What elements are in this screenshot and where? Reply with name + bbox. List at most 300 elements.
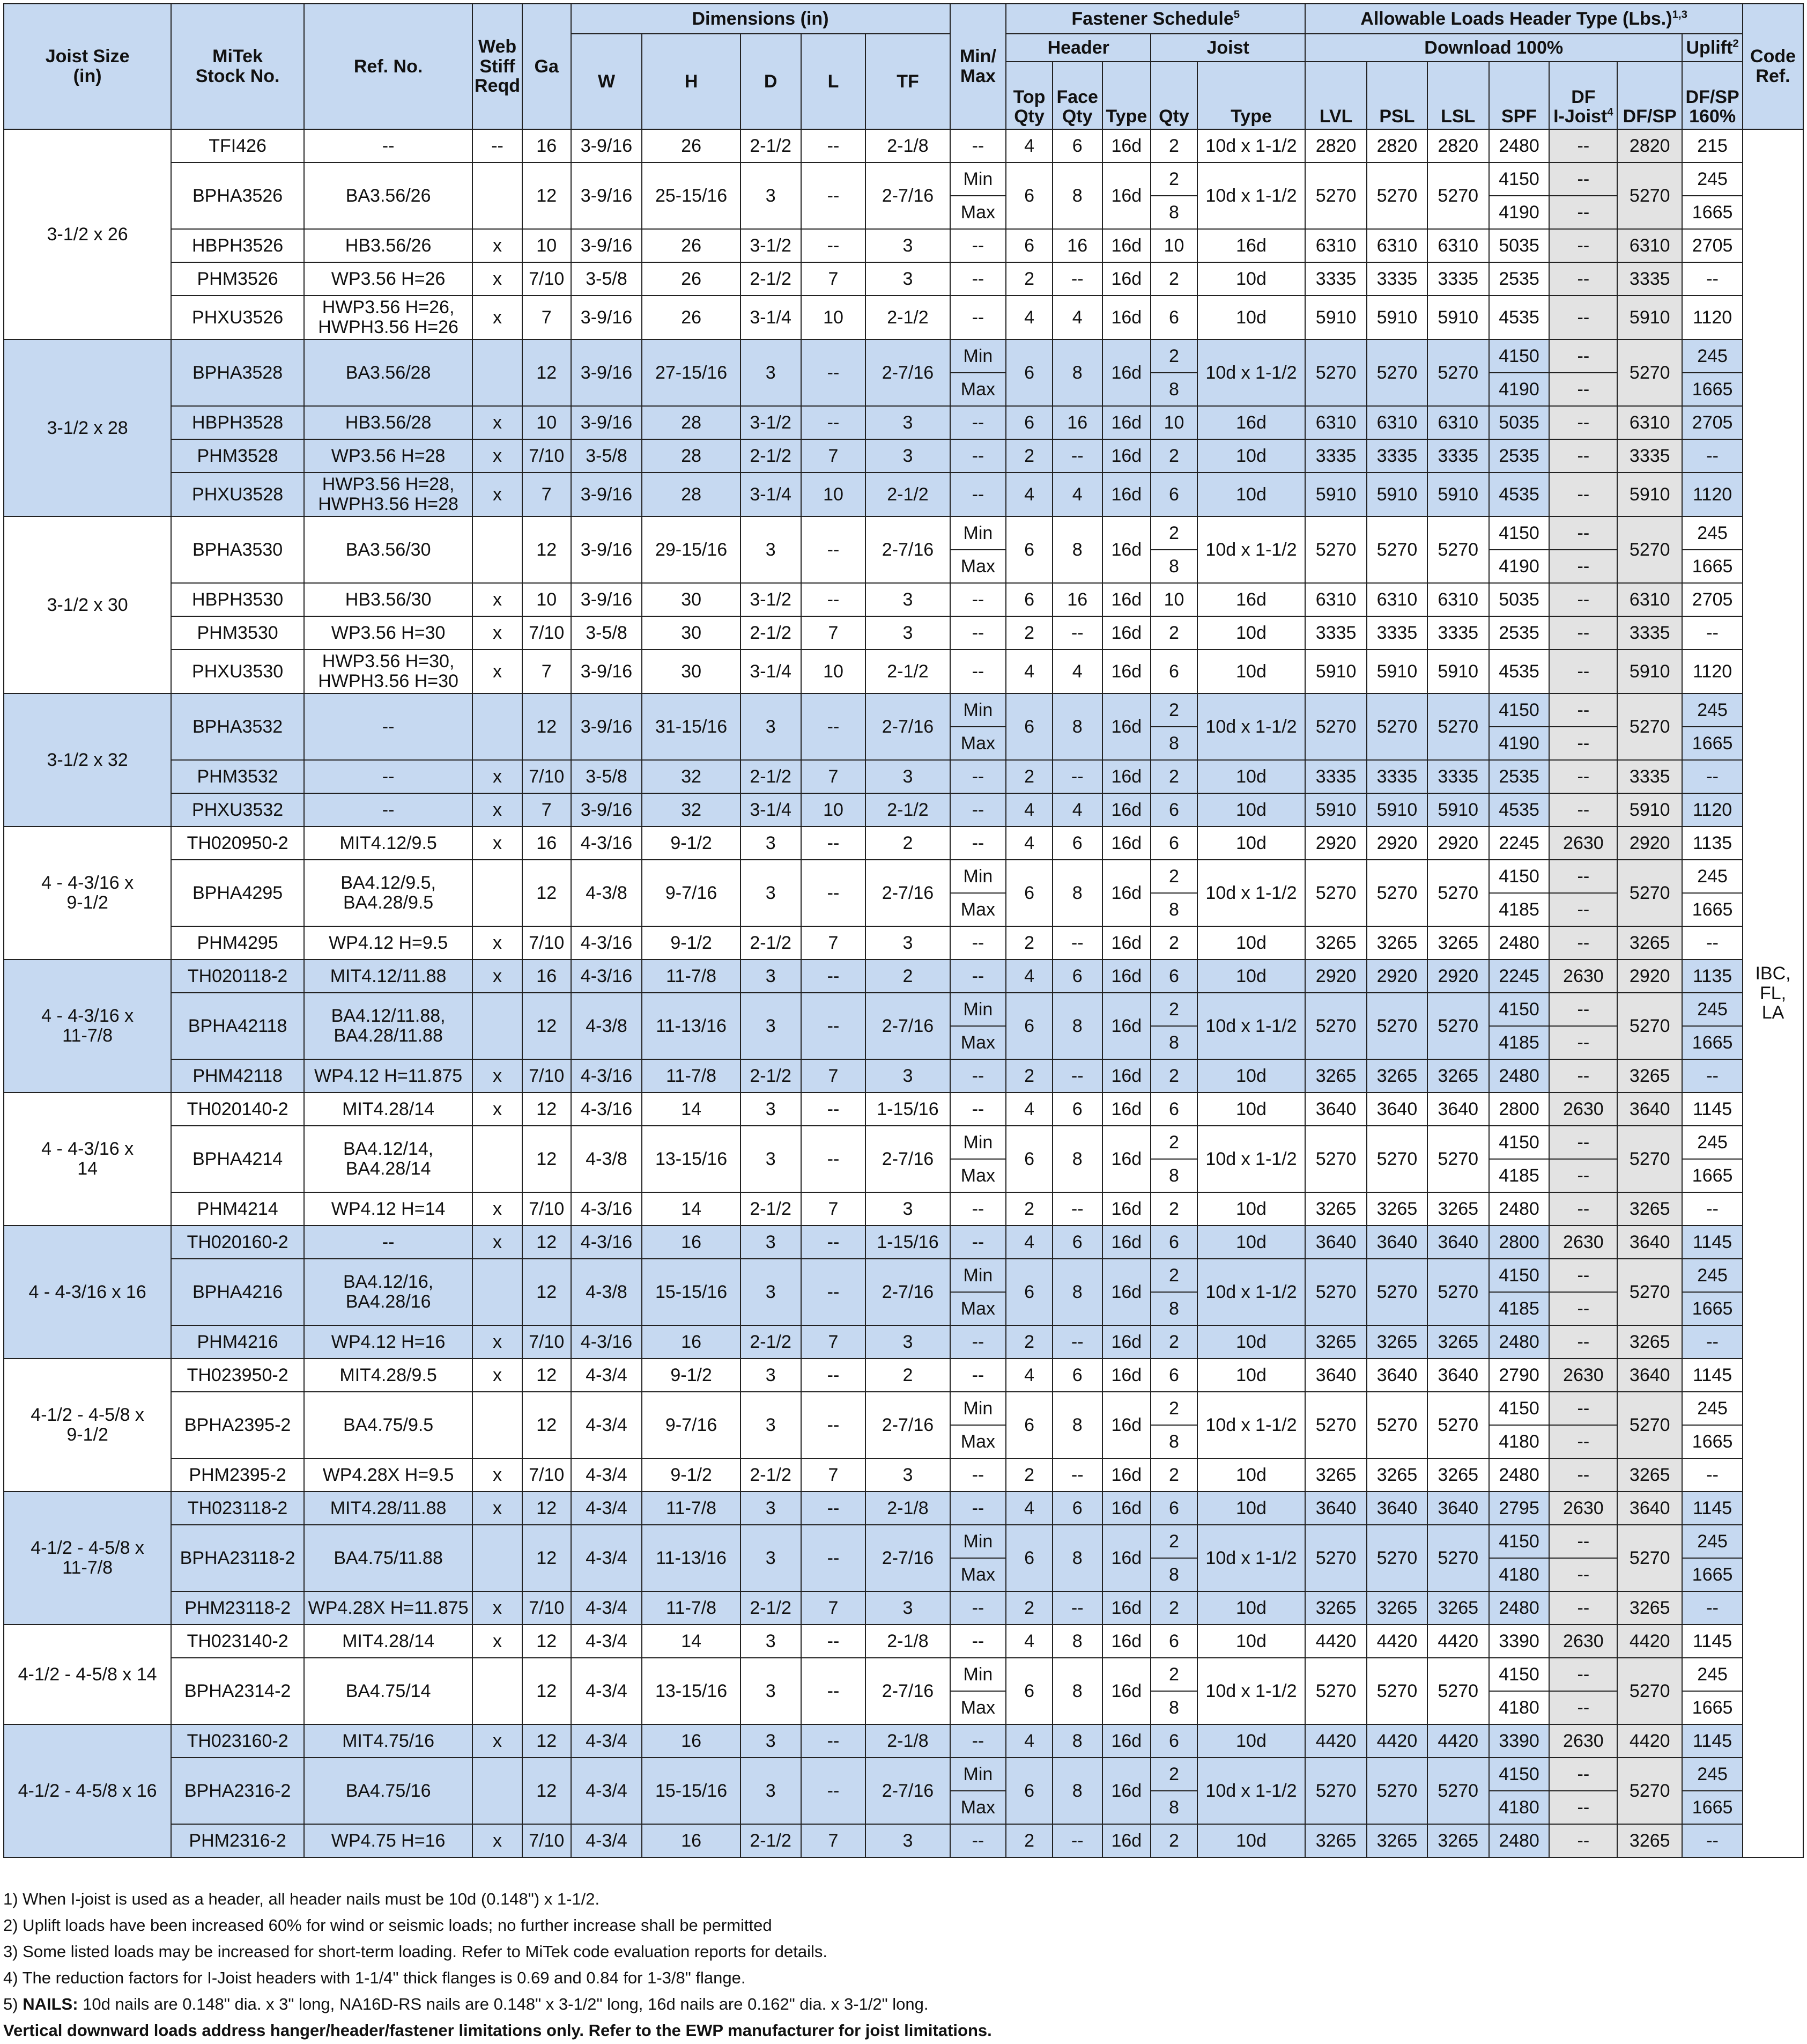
table-row [4, 439, 1803, 473]
ref-no-cell-line: -- [382, 135, 395, 156]
joist-qty-cell: 6 [1151, 1724, 1197, 1758]
header-type-cell: 16d [1102, 1359, 1151, 1392]
tf-cell: 2-1/8 [865, 129, 950, 163]
ref-no-cell-line: -- [382, 799, 395, 820]
joist-type-cell: 10d x 1-1/2 [1197, 1525, 1305, 1591]
ref-no-label: Ref. No. [353, 56, 423, 77]
joist-qty-cell: 2 [1151, 1591, 1197, 1625]
top-qty-cell: 6 [1006, 1259, 1053, 1325]
min-max-cell: Min [950, 163, 1006, 196]
stock-no-cell: PHM4214 [171, 1192, 304, 1226]
stock-no-cell: PHM3530 [171, 616, 304, 650]
tf-cell: 2-1/8 [865, 1724, 950, 1758]
joist-qty-cell: 6 [1151, 1625, 1197, 1658]
psl-cell: 5270 [1367, 516, 1427, 583]
ga-cell: 12 [522, 1525, 571, 1591]
spf-cell: 2535 [1489, 616, 1550, 650]
web-stiff-cell [472, 1658, 522, 1724]
bold-note: Vertical downward loads address hanger/header/fastener limitations only. Refer to the EWP manufacturer for joist limitations. [3, 2021, 992, 2040]
table-row [4, 516, 1803, 550]
joist-qty-cell: 8 [1151, 1691, 1197, 1724]
min-max-cell: -- [950, 296, 1006, 340]
joist-qty-cell: 2 [1151, 439, 1197, 473]
joist-qty-cell: 8 [1151, 1026, 1197, 1059]
stock-no-cell: BPHA2316-2 [171, 1758, 304, 1824]
lsl-cell: 4420 [1427, 1625, 1489, 1658]
ref-no-cell-line: WP4.12 H=16 [331, 1331, 446, 1352]
uplift-cell: 1665 [1682, 1425, 1743, 1458]
d-cell: 2-1/2 [740, 1591, 801, 1625]
psl-cell: 3265 [1367, 1059, 1427, 1093]
w-cell: 4-3/16 [571, 1059, 642, 1093]
spf-cell: 4535 [1489, 473, 1550, 516]
ref-no-cell-line: -- [382, 766, 395, 787]
min-max-cell: Min [950, 1658, 1006, 1691]
col-ref-no [304, 4, 472, 129]
min-max-cell: -- [950, 1359, 1006, 1392]
joist-size-cell [4, 1359, 171, 1492]
spf-cell: 4180 [1489, 1691, 1550, 1724]
header-fastener-header [1006, 34, 1151, 62]
code-label: Code [1750, 46, 1796, 67]
h-cell: 14 [642, 1192, 740, 1226]
joist-qty-cell: 6 [1151, 793, 1197, 827]
l-cell: -- [801, 1392, 866, 1458]
dfsp-cell: 5270 [1617, 1126, 1682, 1192]
df-ijoist-cell: -- [1549, 262, 1617, 296]
ref-no-cell [304, 1591, 472, 1625]
header-type-cell: 16d [1102, 229, 1151, 262]
d-cell: 3-1/4 [740, 296, 801, 340]
joist-size-cell-line: 14 [77, 1158, 98, 1179]
uplift-160-label: 160% [1689, 106, 1736, 127]
psl-cell: 3335 [1367, 616, 1427, 650]
joist-qty-cell: 6 [1151, 650, 1197, 693]
psl-cell: 5270 [1367, 1758, 1427, 1824]
joist-type-cell: 10d x 1-1/2 [1197, 860, 1305, 926]
ref-no-cell-line: WP3.56 H=30 [331, 622, 446, 643]
df-ijoist-cell: 2630 [1549, 1226, 1617, 1259]
face-qty-cell: -- [1053, 1325, 1102, 1359]
table-row [4, 262, 1803, 296]
table-row [4, 1724, 1803, 1758]
tf-cell: 2-7/16 [865, 693, 950, 760]
face-qty-cell: 8 [1053, 1724, 1102, 1758]
uplift-cell: 245 [1682, 163, 1743, 196]
joist-qty-cell: 8 [1151, 550, 1197, 583]
df-ijoist-cell: 2630 [1549, 827, 1617, 860]
lsl-cell: 2820 [1427, 129, 1489, 163]
dfsp-cell: 4420 [1617, 1724, 1682, 1758]
ref-no-cell [304, 163, 472, 229]
w-cell: 4-3/16 [571, 926, 642, 960]
table-body [4, 129, 1803, 1857]
ref-no-cell-line: HWP3.56 H=28, [322, 474, 455, 495]
joist-qty-cell: 2 [1151, 129, 1197, 163]
col-joist-size [4, 4, 171, 129]
uplift-cell: 1665 [1682, 727, 1743, 760]
top-qty-cell: 4 [1006, 1093, 1053, 1126]
joist-size-cell [4, 960, 171, 1093]
d-cell: 3 [740, 860, 801, 926]
h-cell: 9-7/16 [642, 860, 740, 926]
joist-qty-cell: 2 [1151, 1758, 1197, 1791]
spf-cell: 4150 [1489, 1259, 1550, 1292]
face-qty-cell: -- [1053, 1059, 1102, 1093]
lsl-cell: 3265 [1427, 1059, 1489, 1093]
h-cell: 11-7/8 [642, 1492, 740, 1525]
footnote-3: 3) Some listed loads may be increased for short-term loading. Refer to MiTek code evaluation reports for details. [3, 1942, 827, 1961]
ref-no-cell-line: WP4.12 H=9.5 [329, 932, 448, 953]
joist-qty-cell: 10 [1151, 583, 1197, 616]
header-type-cell: 16d [1102, 960, 1151, 993]
ref-no-cell [304, 1658, 472, 1724]
l-cell: 7 [801, 1325, 866, 1359]
col-l [801, 34, 866, 129]
top-qty-cell: 6 [1006, 1126, 1053, 1192]
top-qty-cell: 2 [1006, 926, 1053, 960]
col-joist-type [1197, 62, 1305, 129]
w-cell: 3-9/16 [571, 473, 642, 516]
header-type-cell: 16d [1102, 1525, 1151, 1591]
joist-qty-cell: 8 [1151, 1558, 1197, 1591]
ref-no-cell [304, 583, 472, 616]
spf-cell: 5035 [1489, 583, 1550, 616]
face-qty-label: Qty [1062, 106, 1093, 127]
footnote-4: 4) The reduction factors for I-Joist headers with 1-1/4" thick flanges is 0.69 and 0.84 for 1-3/8" flange. [3, 1968, 746, 1987]
w-cell: 3-9/16 [571, 516, 642, 583]
psl-cell: 2920 [1367, 960, 1427, 993]
ga-cell: 12 [522, 693, 571, 760]
table-row [4, 1625, 1803, 1658]
col-h [642, 34, 740, 129]
df-ijoist-cell: -- [1549, 473, 1617, 516]
top-qty-cell: 6 [1006, 993, 1053, 1059]
ref-no-cell [304, 1226, 472, 1259]
joist-type-cell: 10d x 1-1/2 [1197, 129, 1305, 163]
top-qty-cell: 6 [1006, 1525, 1053, 1591]
table-row [4, 1226, 1803, 1259]
d-cell: 3 [740, 693, 801, 760]
psl-cell: 5270 [1367, 1126, 1427, 1192]
l-cell: 7 [801, 1591, 866, 1625]
table-row [4, 406, 1803, 439]
w-cell: 4-3/4 [571, 1492, 642, 1525]
hanger-spec-table [3, 3, 1804, 1858]
uplift-cell: 1665 [1682, 1691, 1743, 1724]
joist-qty-cell: 2 [1151, 1192, 1197, 1226]
top-qty-cell: 2 [1006, 1458, 1053, 1492]
h-cell: 9-1/2 [642, 1458, 740, 1492]
lsl-cell: 2920 [1427, 827, 1489, 860]
face-qty-cell: 8 [1053, 1525, 1102, 1591]
d-cell: 2-1/2 [740, 616, 801, 650]
lvl-cell: 3640 [1305, 1226, 1367, 1259]
web-stiff-cell: -- [472, 129, 522, 163]
face-qty-cell: 8 [1053, 993, 1102, 1059]
header-type-cell: 16d [1102, 650, 1151, 693]
table-row [4, 1192, 1803, 1226]
df-ijoist-cell: -- [1549, 1791, 1617, 1824]
top-qty-cell: 6 [1006, 516, 1053, 583]
col-uplift-dfsp [1682, 62, 1743, 129]
tf-cell: 3 [865, 1458, 950, 1492]
web-stiff-cell: x [472, 1226, 522, 1259]
table-row [4, 1325, 1803, 1359]
uplift-cell: 2705 [1682, 229, 1743, 262]
spf-cell: 2245 [1489, 827, 1550, 860]
lvl-cell: 3265 [1305, 1059, 1367, 1093]
tf-cell: 2 [865, 960, 950, 993]
spf-cell: 4185 [1489, 1159, 1550, 1192]
ref-no-cell-line: HWP3.56 H=26, [322, 297, 455, 318]
tf-cell: 2 [865, 827, 950, 860]
header-type-cell: 16d [1102, 860, 1151, 926]
header-type-cell: 16d [1102, 129, 1151, 163]
header-type-cell: 16d [1102, 1192, 1151, 1226]
tf-cell: 2 [865, 1359, 950, 1392]
h-cell: 16 [642, 1226, 740, 1259]
footnote-5-label: NAILS: [23, 1995, 78, 2013]
joist-size-cell [4, 693, 171, 827]
min-max-cell: -- [950, 926, 1006, 960]
df-ijoist-cell: -- [1549, 196, 1617, 229]
d-cell: 2-1/2 [740, 1325, 801, 1359]
joist-type-cell: 10d [1197, 793, 1305, 827]
lvl-cell: 4420 [1305, 1625, 1367, 1658]
joist-size-cell-line: 11-7/8 [62, 1558, 113, 1578]
lvl-cell: 5270 [1305, 1525, 1367, 1591]
spf-cell: 2480 [1489, 1059, 1550, 1093]
spf-cell: 3390 [1489, 1724, 1550, 1758]
d-cell: 2-1/2 [740, 1458, 801, 1492]
h-cell: 16 [642, 1724, 740, 1758]
joist-size-cell [4, 1093, 171, 1226]
dfsp-cell: 6310 [1617, 583, 1682, 616]
dfsp-cell: 3265 [1617, 1192, 1682, 1226]
w-cell: 4-3/4 [571, 1758, 642, 1824]
h-cell: 14 [642, 1625, 740, 1658]
ref-no-cell-line: MIT4.12/11.88 [330, 965, 447, 986]
tf-cell: 3 [865, 1591, 950, 1625]
ga-cell: 12 [522, 1625, 571, 1658]
header-type-cell: 16d [1102, 693, 1151, 760]
l-cell: -- [801, 1492, 866, 1525]
lvl-cell: 6310 [1305, 406, 1367, 439]
lvl-cell: 5910 [1305, 296, 1367, 340]
ref-no-cell [304, 1359, 472, 1392]
tf-cell: 2-7/16 [865, 1658, 950, 1724]
joist-type-cell: 10d [1197, 473, 1305, 516]
top-qty-cell: 2 [1006, 439, 1053, 473]
d-cell: 3 [740, 1126, 801, 1192]
joist-label: Joist [1206, 37, 1249, 58]
table-row [4, 1458, 1803, 1492]
psl-cell: 3335 [1367, 439, 1427, 473]
stock-no-cell: BPHA3532 [171, 693, 304, 760]
h-cell: 26 [642, 129, 740, 163]
dfsp-cell: 2920 [1617, 960, 1682, 993]
ref-no-cell-line: BA4.28/11.88 [334, 1025, 443, 1046]
stock-no-cell: TH023160-2 [171, 1724, 304, 1758]
uplift-cell: 245 [1682, 340, 1743, 373]
w-cell: 4-3/8 [571, 1126, 642, 1192]
l-cell: -- [801, 1658, 866, 1724]
top-qty-cell: 6 [1006, 693, 1053, 760]
min-max-cell: -- [950, 129, 1006, 163]
ref-no-cell [304, 1093, 472, 1126]
face-qty-cell: 4 [1053, 793, 1102, 827]
min-max-cell: Max [950, 1558, 1006, 1591]
face-qty-cell: 8 [1053, 1392, 1102, 1458]
web-stiff-cell [472, 1525, 522, 1591]
face-qty-cell: 4 [1053, 473, 1102, 516]
joist-type-cell: 10d x 1-1/2 [1197, 993, 1305, 1059]
min-max-cell: Max [950, 1159, 1006, 1192]
lvl-cell: 3265 [1305, 1458, 1367, 1492]
tf-cell: 2-7/16 [865, 1525, 950, 1591]
stiff-label: Stiff [479, 56, 515, 77]
top-qty-cell: 2 [1006, 1591, 1053, 1625]
df-ijoist-cell: -- [1549, 1458, 1617, 1492]
tf-cell: 2-1/8 [865, 1492, 950, 1525]
min-max-cell: Min [950, 1126, 1006, 1159]
df-ijoist-cell: -- [1549, 1658, 1617, 1691]
face-qty-cell: 16 [1053, 229, 1102, 262]
joist-type-cell: 10d x 1-1/2 [1197, 163, 1305, 229]
df-ijoist-cell: -- [1549, 129, 1617, 163]
fastener-footnote-ref: 5 [1233, 9, 1240, 21]
joist-type-cell: 16d [1197, 229, 1305, 262]
psl-cell: 3265 [1367, 1824, 1427, 1857]
ga-cell: 12 [522, 1359, 571, 1392]
lvl-cell: 5270 [1305, 1758, 1367, 1824]
face-qty-cell: 8 [1053, 1126, 1102, 1192]
w-cell: 4-3/4 [571, 1525, 642, 1591]
h-cell: 28 [642, 473, 740, 516]
top-qty-cell: 2 [1006, 1192, 1053, 1226]
web-stiff-cell: x [472, 1492, 522, 1525]
joist-qty-cell: 2 [1151, 1658, 1197, 1691]
l-cell: -- [801, 1126, 866, 1192]
col-stock-no [171, 4, 304, 129]
web-stiff-cell: x [472, 1325, 522, 1359]
min-max-cell: -- [950, 1325, 1006, 1359]
ref-no-cell [304, 439, 472, 473]
joist-qty-cell: 8 [1151, 1159, 1197, 1192]
min-max-cell: -- [950, 439, 1006, 473]
top-qty-cell: 4 [1006, 1492, 1053, 1525]
col-min-max [950, 4, 1006, 129]
ref-no-cell-line: HWPH3.56 H=28 [318, 494, 458, 514]
web-stiff-cell: x [472, 650, 522, 693]
ref-no-cell [304, 1325, 472, 1359]
joist-qty-cell: 2 [1151, 1824, 1197, 1857]
stock-no-cell: PHXU3530 [171, 650, 304, 693]
lsl-cell: 3335 [1427, 616, 1489, 650]
h-cell: 30 [642, 650, 740, 693]
joist-type-cell: 10d [1197, 1359, 1305, 1392]
min-max-cell: Min [950, 1259, 1006, 1292]
l-cell: -- [801, 1724, 866, 1758]
uplift-cell: 1665 [1682, 1292, 1743, 1325]
top-qty-cell: 2 [1006, 1059, 1053, 1093]
header-type-cell: 16d [1102, 1458, 1151, 1492]
psl-cell: 3640 [1367, 1359, 1427, 1392]
dfsp-cell: 5270 [1617, 516, 1682, 583]
ref-no-cell [304, 693, 472, 760]
ref-no-cell-line: BA4.28/16 [345, 1292, 431, 1312]
joist-size-cell-line: 4 - 4-3/16 x [41, 1139, 134, 1160]
d-cell: 2-1/2 [740, 926, 801, 960]
ref-no-cell [304, 1724, 472, 1758]
lsl-cell: 6310 [1427, 583, 1489, 616]
spf-cell: 2800 [1489, 1226, 1550, 1259]
w-label: W [597, 71, 616, 92]
df-ijoist-cell: 2630 [1549, 960, 1617, 993]
dimensions-label: Dimensions (in) [692, 8, 829, 29]
web-stiff-cell [472, 516, 522, 583]
ref-no-cell [304, 516, 472, 583]
joist-qty-cell: 2 [1151, 1126, 1197, 1159]
spf-cell: 4180 [1489, 1425, 1550, 1458]
w-cell: 3-9/16 [571, 406, 642, 439]
ga-cell: 12 [522, 1658, 571, 1724]
ga-cell: 7/10 [522, 1325, 571, 1359]
tf-cell: 2-1/2 [865, 473, 950, 516]
uplift-cell: 1145 [1682, 1492, 1743, 1525]
web-stiff-cell: x [472, 1824, 522, 1857]
ref-no-cell-line: WP4.28X H=9.5 [322, 1464, 454, 1485]
ref-no-cell-line: MIT4.28/9.5 [339, 1364, 437, 1385]
lvl-cell: 3265 [1305, 1325, 1367, 1359]
joist-size-cell [4, 1724, 171, 1857]
uplift-dfsp-label: DF/SP [1685, 86, 1739, 107]
stock-no-cell: HBPH3526 [171, 229, 304, 262]
psl-cell: 4420 [1367, 1724, 1427, 1758]
joist-qty-cell: 8 [1151, 1425, 1197, 1458]
w-cell: 3-9/16 [571, 693, 642, 760]
dfsp-cell: 5910 [1617, 650, 1682, 693]
spf-cell: 4150 [1489, 1658, 1550, 1691]
df-ijoist-cell: -- [1549, 1558, 1617, 1591]
joist-size-cell-line: 3-1/2 x 26 [47, 224, 128, 245]
col-joist-qty [1151, 62, 1197, 129]
stock-no-cell: TH020140-2 [171, 1093, 304, 1126]
d-cell: 2-1/2 [740, 760, 801, 793]
joist-type-cell: 10d [1197, 439, 1305, 473]
joist-size-cell-line: 9-1/2 [66, 1425, 108, 1445]
h-cell: 9-7/16 [642, 1392, 740, 1458]
spf-cell: 4190 [1489, 196, 1550, 229]
dfsp-cell: 5270 [1617, 860, 1682, 926]
ref-no-cell [304, 1758, 472, 1824]
ref-no-cell [304, 827, 472, 860]
uplift-cell: 1665 [1682, 1159, 1743, 1192]
dfsp-cell: 4420 [1617, 1625, 1682, 1658]
joist-size-cell [4, 1226, 171, 1359]
min-max-cell: -- [950, 406, 1006, 439]
spf-cell: 4185 [1489, 893, 1550, 926]
spf-cell: 2790 [1489, 1359, 1550, 1392]
joist-qty-cell: 8 [1151, 1791, 1197, 1824]
lsl-cell: 5270 [1427, 693, 1489, 760]
face-qty-cell: 6 [1053, 1359, 1102, 1392]
lsl-cell: 5270 [1427, 340, 1489, 406]
psl-cell: 5270 [1367, 1525, 1427, 1591]
web-stiff-cell: x [472, 439, 522, 473]
dimensions-header [571, 4, 950, 34]
